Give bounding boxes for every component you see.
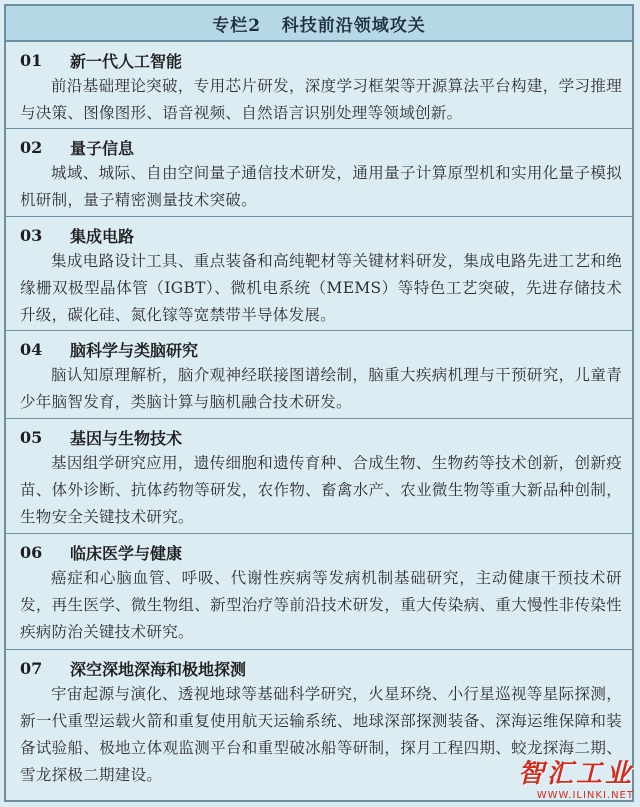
- section-quantum: [6, 129, 632, 217]
- section-biotech: [6, 419, 632, 534]
- section-heading: 深空深地深海和极地探测: [70, 659, 247, 679]
- column-title: 专栏2 科技前沿领域攻关: [212, 15, 426, 36]
- column-table: [4, 4, 634, 802]
- watermark-url: WWW.ILINKI.NET: [536, 790, 634, 801]
- section-body: 癌症和心脑血管、呼吸、代谢性疾病等发病机制基础研究，主动健康干预技术研发，再生医学、微生物组、新型治疗等前沿技术研发，重大传染病、重大慢性非传染性疾病防治关键技术研究。: [20, 569, 622, 641]
- section-ic: [6, 217, 632, 331]
- section-body: 脑认知原理解析，脑介观神经联接图谱绘制，脑重大疾病机理与干预研究，儿童青少年脑智发育，类脑计算与脑机融合技术研发。: [20, 366, 622, 411]
- section-number: 02: [20, 137, 43, 157]
- section-body: 城域、城际、自由空间量子通信技术研发，通用量子计算原型机和实用化量子模拟机研制，量子精密测量技术突破。: [20, 164, 622, 209]
- section-number: 05: [20, 427, 43, 447]
- section-heading: 脑科学与类脑研究: [70, 340, 199, 360]
- section-heading-row: [20, 222, 622, 248]
- section-body: 宇宙起源与演化、透视地球等基础科学研究，火星环绕、小行星巡视等星际探测，新一代重型运载火箭和重复使用航天运输系统、地球深部探测装备、深海运维保障和装备试验船、极地立体观监测平台和重型破冰船等研制，探月工程四期、蛟龙探海二期、雪龙探极二期建设。: [20, 685, 622, 784]
- section-number: 07: [20, 658, 43, 678]
- watermark-logo: [518, 753, 634, 801]
- section-body: 基因组学研究应用，遗传细胞和遗传育种、合成生物、生物药等技术创新，创新疫苗、体外诊断、抗体药物等研发，农作物、畜禽水产、农业微生物等重大新品种创制，生物安全关键技术研究。: [20, 454, 622, 526]
- section-heading: 集成电路: [70, 226, 135, 246]
- section-body: 前沿基础理论突破，专用芯片研发，深度学习框架等开源算法平台构建，学习推理与决策、图像图形、语音视频、自然语言识别处理等领域创新。: [20, 77, 622, 122]
- section-heading: 基因与生物技术: [70, 428, 183, 448]
- section-brain: [6, 331, 632, 419]
- watermark-logo-text: 智汇工业: [517, 759, 634, 789]
- section-heading-row: [20, 47, 622, 73]
- section-heading-row: [20, 336, 622, 362]
- section-heading-row: [20, 655, 622, 681]
- section-number: 01: [20, 50, 43, 70]
- section-body: 集成电路设计工具、重点装备和高纯靶材等关键材料研发，集成电路先进工艺和绝缘栅双极型晶体管（IGBT）、微机电系统（MEMS）等特色工艺突破，先进存储技术升级，碳化硅、氮化镓等宽禁带半导体发展。: [20, 252, 622, 324]
- section-heading-row: [20, 134, 622, 160]
- section-number: 03: [20, 225, 43, 245]
- section-heading-row: [20, 539, 622, 565]
- section-medicine: [6, 534, 632, 650]
- section-number: 06: [20, 542, 43, 562]
- section-number: 04: [20, 339, 43, 359]
- section-heading: 临床医学与健康: [70, 543, 183, 563]
- section-ai: [6, 42, 632, 129]
- section-heading-row: [20, 424, 622, 450]
- column-title-bar: [6, 6, 632, 42]
- section-heading: 量子信息: [70, 138, 135, 158]
- section-heading: 新一代人工智能: [70, 51, 183, 71]
